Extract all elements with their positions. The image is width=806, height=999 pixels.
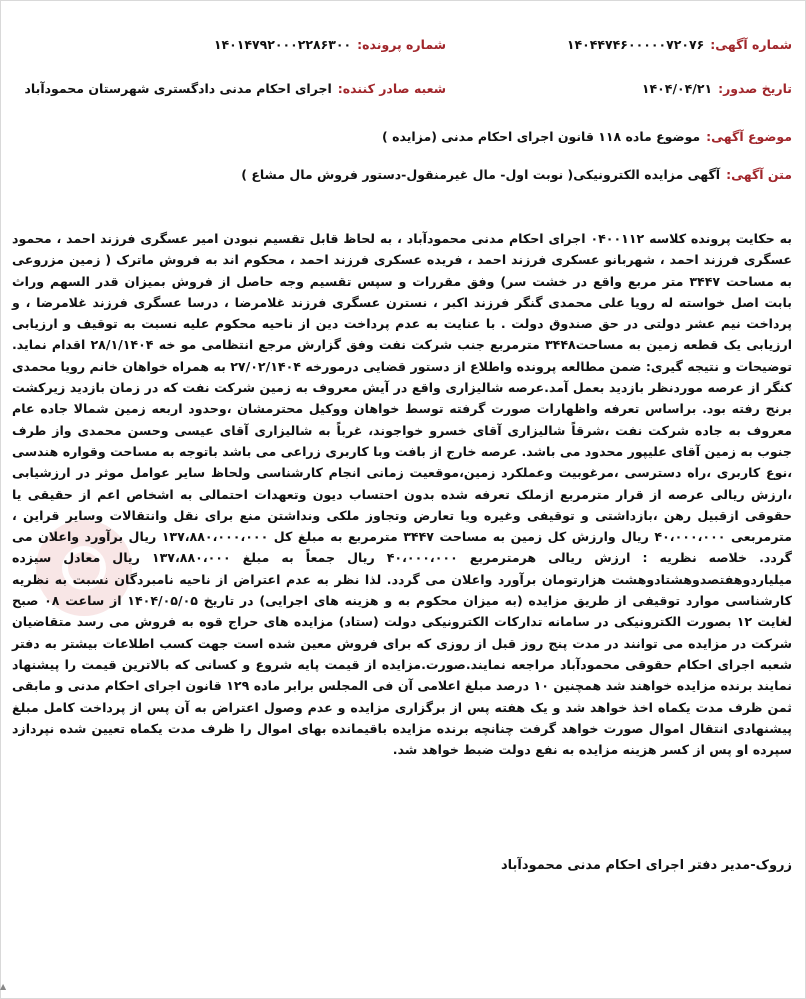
issuing-branch-label: شعبه صادر کننده: xyxy=(337,80,446,96)
issue-date-row xyxy=(642,74,792,102)
notice-number-label: شماره آگهی: xyxy=(710,36,792,52)
case-number-value: ۱۴۰۱۴۷۹۲۰۰۰۲۲۸۶۳۰۰ xyxy=(213,36,352,52)
case-number-label: شماره پرونده: xyxy=(357,36,446,52)
issuing-branch-value: اجرای احکام مدنی دادگستری شهرستان محمودآباد xyxy=(24,80,332,96)
signature-line: زروک-مدیر دفتر اجرای احکام مدنی محمودآباد xyxy=(500,858,792,873)
subject-value: موضوع ماده ۱۱۸ قانون اجرای احکام مدنی (مزایده ) xyxy=(382,128,701,144)
issuing-branch-row xyxy=(25,74,446,102)
case-number-row xyxy=(214,30,446,58)
issue-date-label: تاریخ صدور: xyxy=(718,80,792,96)
issue-date-value: ۱۴۰۴/۰۴/۲۱ xyxy=(641,80,713,96)
notice-body-paragraph: به حکایت پرونده کلاسه ۰۴۰۰۱۱۲ اجرای احکام مدنی محمودآباد ، به لحاظ قابل تقسیم نبودن امیر عسگری فرزند احمد ، محمود عسگری فرزند احمد ، شهربانو عسکری فرزند احمد ، فریده عسکری فرزند احمد ، محکوم اند به فروش ماترک ( زمین مزروعی به مساحت ۳۴۴۷ متر مربع واقع در خشت سر) وفق مقررات و سپس تقسیم وجه حاصل از فروش بمیزان قدر السهم وراث بابت اصل خواسته له رویا علی محمدی گنگر فرزند اکبر ، نسترن عسگری فرزند غلامرضا ، درسا عسگری فرزند غلامرضا ، و پرداخت نیم عشر دولتی در حق صندوق دولت . با عنایت به عدم پرداخت دین از ناحیه محکوم علیه نسبت به توقیف و ارزیابی ارزیابی یک قطعه زمین به مساحت۳۴۴۸ مترمربع جنب شرکت نفت وفق گزارش مرجع انتظامی مو خه ۲۸/۱/۱۴۰۴ اقدام نماید. توضیحات و نتیجه گیری: ضمن مطالعه پرونده واطلاع از دستور قضایی درمورخه ۲۷/۰۲/۱۴۰۴ به همراه خواهان خانم رویا محمدی کنگر از عرصه موردنظر بازدید بعمل آمد.عرصه شالیزاری واقع در آیش معروف به زمین شرکت نفت که در زمان بازدید زیرکشت برنج رفته بود. براساس تعرفه واظهارات صورت گرفته توسط خواهان ووکیل محترمشان ،وحدود اربعه زمین شمالا جاده عام معروف به جاده شرکت نفت ،شرقاً شالیزاری آقای خسرو خواجوند، غرباً به شالیزاری آقای عیسی وحسن محمدی واز طرف جنوب به زمین آقای علیپور محدود می باشد. عرصه خارج از بافت وبا کاربری زراعی می باشد باتوجه به مساحت وقواره هندسی ،نوع کاربری ،راه دسترسی ،مرغوبیت وعملکرد زمین،موقعیت زمانی انجام کارشناسی ولحاظ سایر عوامل موثر در ارزشیابی ،ارزش ریالی عرصه از قرار مترمربع ازملک تعرفه شده بدون احتساب دیون وتعهدات احتمالی به اشخاص اعم از حقیقی یا حقوقی ازقبیل رهن ،بازداشتی و توقیفی وغیره ویا تعارض وتجاوز ملکی ونداشتن منع برای نقل وانتقالات وسایر قراین ، مترمربعی ۴۰،۰۰۰،۰۰۰ ریال وارزش کل زمین به مساحت ۳۴۴۷ مترمربع به مبلغ کل ۱۳۷،۸۸۰،۰۰۰،۰۰۰ ریال برآورد واعلان می گردد. خلاصه نظریه : ارزش ریالی هرمترمربع ۴۰،۰۰۰،۰۰۰ ریال جمعاً به مبلغ ۱۳۷،۸۸۰،۰۰۰ ریال معادل سیزده میلیاردوهفتصدوهشتادوهشت هزارتومان برآورد واعلان می گردد. لذا نظر به عدم اعتراض از ناحیه نامبردگان نسبت به نظریه کارشناسی موارد توقیفی از طریق مزایده (به میزان محکوم به و هزینه های اجرایی) در تاریخ ۱۴۰۴/۰۵/۰۵ از ساعت ۰۸ صبح لغایت ۱۲ بصورت الکترونیکی در سامانه تدارکات الکترونیکی دولت (ستاد) مزایده های حراج قوه به فروش می رسد متقاضیان شرکت در مزایده می توانند در مدت پنج روز قبل از روزی که برای فروش معین شده است جهت کسب اطلاعات بیشتر به دفتر شعبه اجرای احکام حقوقی محمودآباد مراجعه نمایند.صورت.مزایده از قیمت پایه شروع و کسانی که بالاترین قیمت را پیشنهاد نمایند برنده مزایده خواهند شد همچنین ۱۰ درصد مبلغ اعلامی آن فی المجلس برابر ماده ۱۲۹ قانون اجرای احکام مدنی و مابقی ثمن ظرف مدت یکماه اخذ خواهد شد و یک هفته پس از برگزاری مزایده و عدم وصول اعتراض به آن پس از پرداخت کامل مبلغ پیشنهادی انتقال اموال صورت خواهد گرفت چنانچه برنده مزایده باقیمانده بهای اموال را ظرف مدت یکماه تعیین شده نپردازد سپرده او پس از کسر هزینه مزایده به نفع دولت ضبط خواهد شد. xyxy=(12,231,793,758)
subject-row xyxy=(382,122,792,150)
notice-number-row xyxy=(567,30,792,58)
notice-number-value: ۱۴۰۴۴۷۴۶۰۰۰۰۰۷۲۰۷۶ xyxy=(566,36,705,52)
notice-text-title: آگهی مزایده الکترونیکی( نوبت اول- مال غیرمنقول-دستور فروش مال مشاع ) xyxy=(241,166,721,182)
scroll-up-arrow-icon[interactable]: ▲ xyxy=(0,982,7,991)
notice-text-label: متن آگهی: xyxy=(726,166,792,182)
notice-text-title-row xyxy=(241,160,792,188)
subject-label: موضوع آگهی: xyxy=(706,128,792,144)
